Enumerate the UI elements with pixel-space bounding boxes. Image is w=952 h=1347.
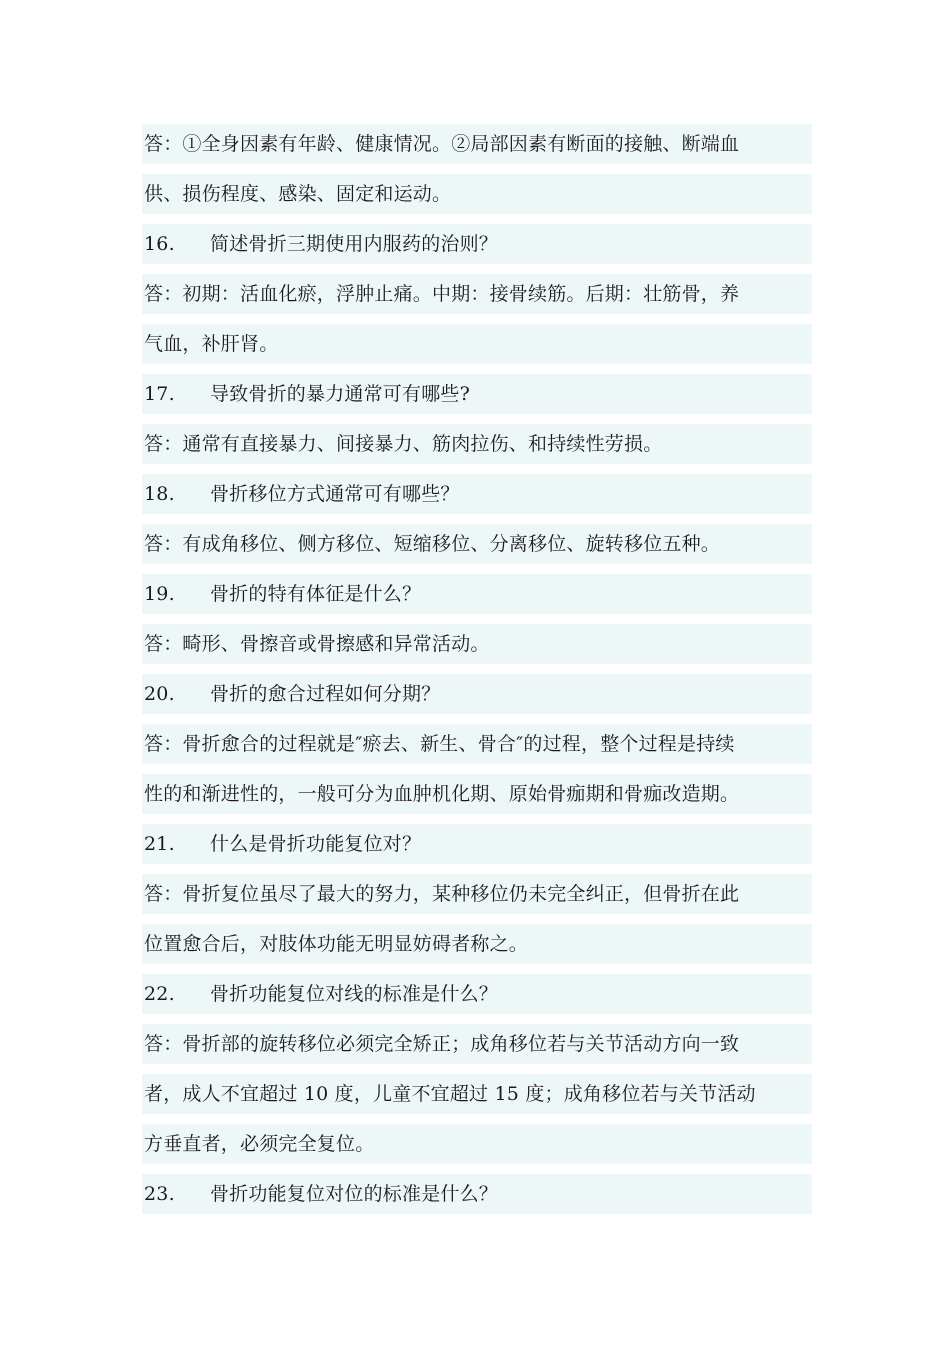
answer-line xyxy=(142,124,812,164)
answer-line xyxy=(142,274,812,314)
answer-line xyxy=(142,874,812,914)
question-number: 20. xyxy=(144,683,175,705)
answer-line xyxy=(142,1024,812,1064)
answer-text: 方垂直者，必须完全复位。 xyxy=(144,1133,375,1155)
question-number: 21. xyxy=(144,833,175,855)
question-text: 简述骨折三期使用内服药的治则？ xyxy=(210,233,499,255)
answer-text: 答：畸形、骨擦音或骨擦感和异常活动。 xyxy=(144,633,490,655)
answer-line xyxy=(142,1124,812,1164)
question-line xyxy=(142,574,812,614)
answer-line xyxy=(142,924,812,964)
answer-line xyxy=(142,324,812,364)
answer-text: 气血，补肝肾。 xyxy=(144,333,279,355)
answer-text: 答：通常有直接暴力、间接暴力、筋肉拉伤、和持续性劳损。 xyxy=(144,433,663,455)
question-number: 23. xyxy=(144,1183,175,1205)
question-text: 骨折移位方式通常可有哪些？ xyxy=(210,483,460,505)
answer-text: 答：初期：活血化瘀，浮肿止痛。中期：接骨续筋。后期：壮筋骨，养 xyxy=(144,283,740,305)
answer-text: 答：骨折愈合的过程就是″瘀去、新生、骨合″的过程，整个过程是持续 xyxy=(144,733,735,755)
question-number: 16. xyxy=(144,233,175,255)
question-text: 骨折功能复位对位的标准是什么？ xyxy=(210,1183,499,1205)
question-number: 22. xyxy=(144,983,175,1005)
answer-line xyxy=(142,1074,812,1114)
answer-line xyxy=(142,174,812,214)
answer-text: 答：①全身因素有年龄、健康情况。②局部因素有断面的接触、断端血 xyxy=(144,133,740,155)
question-text: 骨折的愈合过程如何分期？ xyxy=(210,683,441,705)
question-line xyxy=(142,824,812,864)
question-text: 什么是骨折功能复位对？ xyxy=(210,833,422,855)
question-text: 骨折功能复位对线的标准是什么？ xyxy=(210,983,499,1005)
question-number: 19. xyxy=(144,583,175,605)
answer-line xyxy=(142,724,812,764)
question-line xyxy=(142,224,812,264)
answer-line xyxy=(142,524,812,564)
question-line xyxy=(142,674,812,714)
answer-line xyxy=(142,424,812,464)
question-line xyxy=(142,1174,812,1214)
answer-text: 者，成人不宜超过 10 度，儿童不宜超过 15 度；成角移位若与关节活动 xyxy=(144,1083,756,1105)
answer-text: 性的和渐进性的，一般可分为血肿机化期、原始骨痂期和骨痂改造期。 xyxy=(144,783,740,805)
answer-text: 答：有成角移位、侧方移位、短缩移位、分离移位、旋转移位五种。 xyxy=(144,533,721,555)
question-text: 骨折的特有体征是什么？ xyxy=(210,583,422,605)
question-text: 导致骨折的暴力通常可有哪些? xyxy=(210,383,470,405)
question-line xyxy=(142,374,812,414)
question-number: 18. xyxy=(144,483,175,505)
answer-line xyxy=(142,774,812,814)
answer-line xyxy=(142,624,812,664)
answer-text: 位置愈合后，对肢体功能无明显妨碍者称之。 xyxy=(144,933,529,955)
question-number: 17. xyxy=(144,383,175,405)
document-body xyxy=(142,124,812,1224)
answer-text: 答：骨折部的旋转移位必须完全矫正；成角移位若与关节活动方向一致 xyxy=(144,1033,740,1055)
answer-text: 答：骨折复位虽尽了最大的努力，某种移位仍未完全纠正，但骨折在此 xyxy=(144,883,740,905)
question-line xyxy=(142,974,812,1014)
answer-text: 供、损伤程度、感染、固定和运动。 xyxy=(144,183,452,205)
question-line xyxy=(142,474,812,514)
